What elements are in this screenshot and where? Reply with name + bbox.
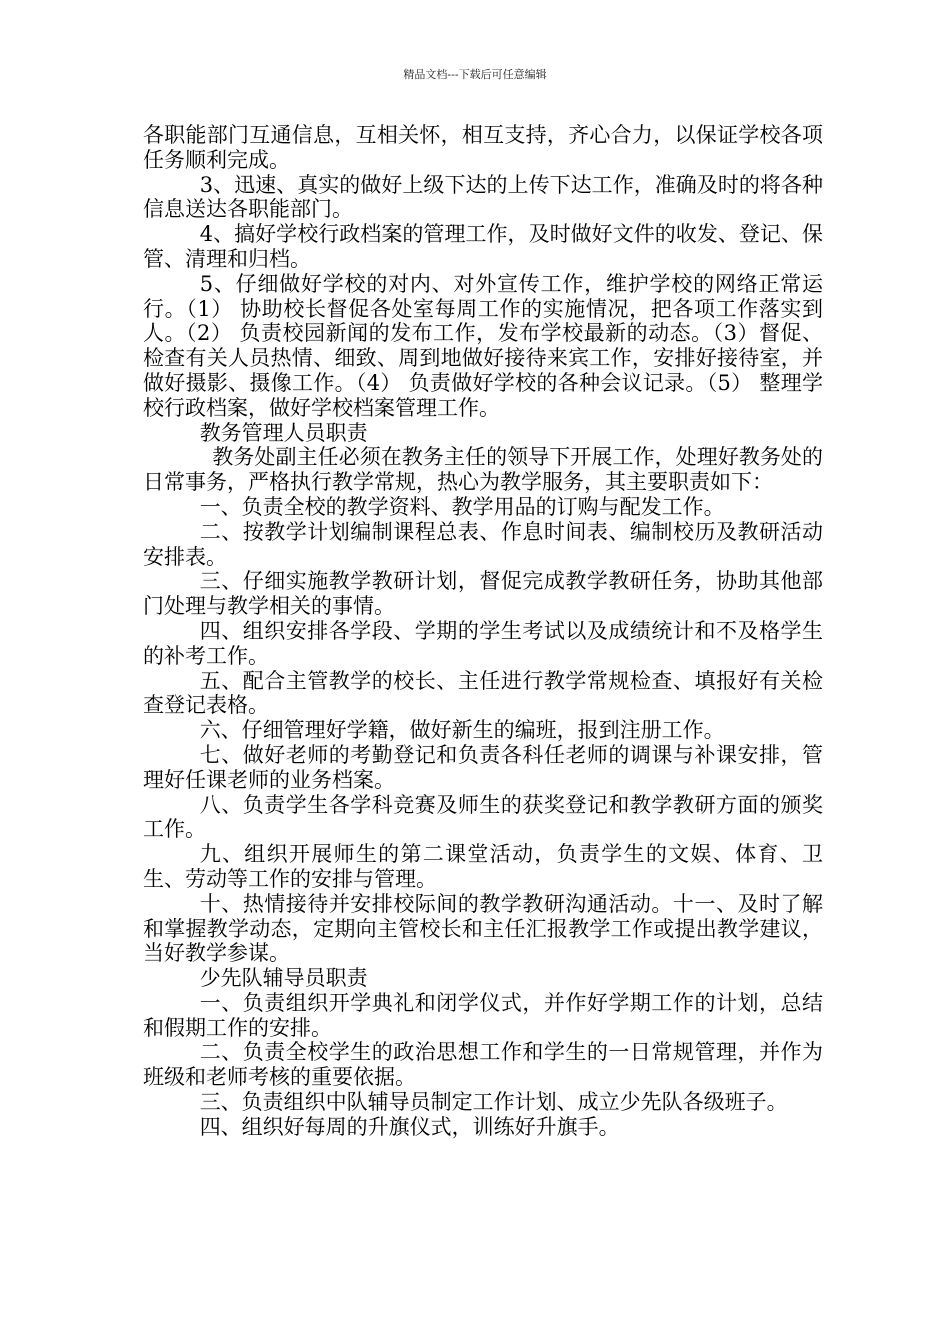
paragraph: 3、迅速、真实的做好上级下达的上传下达工作，准确及时的将各种信息送达各职能部门。 (143, 172, 823, 222)
list-item: 七、做好老师的考勤登记和负责各科任老师的调课与补课安排，管理好任课老师的业务档案。 (143, 742, 823, 792)
section-heading: 少先队辅导员职责 (199, 966, 368, 991)
list-item: 八、负责学生各学科竞赛及师生的获奖登记和教学教研方面的颁奖工作。 (143, 792, 823, 842)
list-item: 五、配合主管教学的校长、主任进行教学常规检查、填报好有关检查登记表格。 (143, 668, 823, 718)
list-item: 一、负责全校的教学资料、教学用品的订购与配发工作。 (199, 494, 725, 519)
document-body (143, 123, 823, 1140)
paragraph: 4、搞好学校行政档案的管理工作，及时做好文件的收发、登记、保管、清理和归档。 (143, 222, 823, 271)
paragraph: 各职能部门互通信息，互相关怀，相互支持，齐心合力，以保证学校各项任务顺利完成。 (143, 123, 823, 172)
section-heading: 教务管理人员职责 (199, 420, 368, 445)
list-item: 三、负责组织中队辅导员制定工作计划、成立少先队各级班子。 (199, 1090, 788, 1115)
list-item: 四、组织安排各学段、学期的学生考试以及成绩统计和不及格学生的补考工作。 (143, 618, 823, 668)
list-item: 二、按教学计划编制课程总表、作息时间表、编制校历及教研活动安排表。 (143, 519, 823, 569)
paragraph: 5、仔细做好学校的对内、对外宣传工作，维护学校的网络正常运行。（1） 协助校长督促各处室每周工作的实施情况，把各项工作落实到人。（2） 负责校园新闻的发布工作，发布学校最新的动态。（3）督促、检查有关人员热情、细致、周到地做好接待来宾工作，安排好接待室，并做好摄影、摄像工作。（4） 负责做好学校的各种会议记录。（5） 整理学校行政档案，做好学校档案管理工作。 (143, 271, 823, 420)
list-item: 三、仔细实施教学教研计划，督促完成教学教研任务，协助其他部门处理与教学相关的事情。 (143, 569, 823, 619)
list-item: 十、热情接待并安排校际间的教学教研沟通活动。十一、及时了解和掌握教学动态，定期向主管校长和主任汇报教学工作或提出教学建议，当好教学参谋。 (143, 891, 823, 966)
page-header: 精品文档---下载后可任意编辑 (403, 68, 547, 81)
list-item: 四、组织好每周的升旗仪式，训练好升旗手。 (199, 1114, 620, 1139)
paragraph: 教务处副主任必须在教务主任的领导下开展工作，处理好教务处的日常事务，严格执行教学常规，热心为教学服务，其主要职责如下： (143, 445, 823, 495)
list-item: 一、负责组织开学典礼和闭学仪式，并作好学期工作的计划，总结和假期工作的安排。 (143, 990, 823, 1040)
list-item: 六、仔细管理好学籍，做好新生的编班，报到注册工作。 (199, 718, 725, 743)
list-item: 二、负责全校学生的政治思想工作和学生的一日常规管理，并作为班级和老师考核的重要依据。 (143, 1040, 823, 1090)
list-item: 九、组织开展师生的第二课堂活动，负责学生的文娱、体育、卫生、劳动等工作的安排与管理。 (143, 842, 823, 891)
